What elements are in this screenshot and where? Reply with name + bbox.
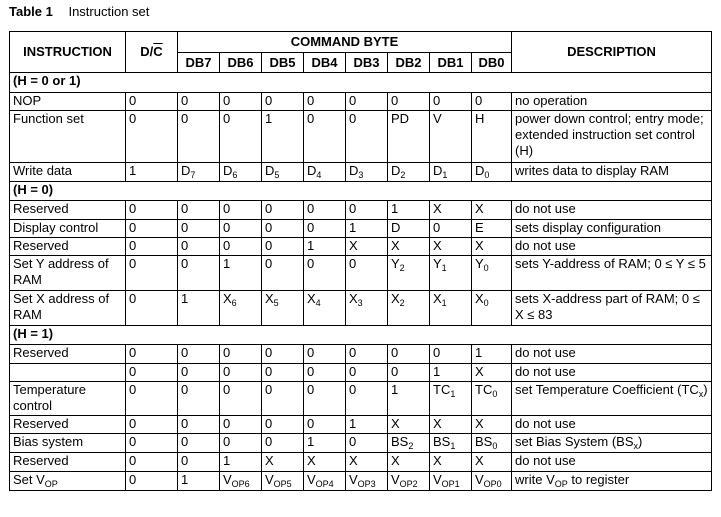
bit-value-db3: 0 bbox=[346, 201, 388, 220]
bit-value-db0: X bbox=[472, 416, 512, 434]
header-bit-db7: DB7 bbox=[178, 53, 220, 73]
bit-value-db3: 0 bbox=[346, 345, 388, 364]
bit-value-db4: 1 bbox=[304, 238, 346, 256]
bit-value-db6: 0 bbox=[220, 238, 262, 256]
bit-value-db6: 0 bbox=[220, 345, 262, 364]
description: do not use bbox=[512, 345, 712, 364]
instruction-name: Reserved bbox=[10, 201, 126, 220]
bit-value-db5: X bbox=[262, 453, 304, 472]
table-title: Instruction set bbox=[68, 4, 150, 19]
bit-value-db5: $X_5$ bbox=[262, 291, 304, 326]
dc-value: 0 bbox=[126, 93, 178, 111]
header-instruction: INSTRUCTION bbox=[10, 32, 126, 73]
bit-value-db5: 0 bbox=[262, 256, 304, 291]
bit-value-db0: 1 bbox=[472, 345, 512, 364]
table-row bbox=[10, 256, 712, 291]
bit-value-db1: X bbox=[430, 453, 472, 472]
instruction-name: Reserved bbox=[10, 345, 126, 364]
section-header bbox=[10, 73, 712, 93]
bit-value-db1: $Y_1$ bbox=[430, 256, 472, 291]
header-bit-db0: DB0 bbox=[472, 53, 512, 73]
bit-value-db5: 0 bbox=[262, 416, 304, 434]
description: write $V_{OP}$ to register bbox=[512, 472, 712, 491]
bit-value-db6: 0 bbox=[220, 220, 262, 238]
table-row bbox=[10, 93, 712, 111]
header-command-byte: COMMAND BYTE bbox=[178, 32, 512, 53]
instruction-set-table bbox=[9, 31, 712, 491]
bit-value-db3: 0 bbox=[346, 256, 388, 291]
dc-value: 0 bbox=[126, 434, 178, 453]
bit-value-db7: 0 bbox=[178, 256, 220, 291]
bit-value-db0: $BS_0$ bbox=[472, 434, 512, 453]
bit-value-db7: 0 bbox=[178, 345, 220, 364]
bit-value-db1: $X_1$ bbox=[430, 291, 472, 326]
instruction-name: Reserved bbox=[10, 416, 126, 434]
bit-value-db0: $Y_0$ bbox=[472, 256, 512, 291]
dc-value: 0 bbox=[126, 220, 178, 238]
bit-value-db4: 0 bbox=[304, 201, 346, 220]
bit-value-db6: $V_{OP6}$ bbox=[220, 472, 262, 491]
bit-value-db7: 0 bbox=[178, 434, 220, 453]
table-row bbox=[10, 238, 712, 256]
bit-value-db0: $X_0$ bbox=[472, 291, 512, 326]
bit-value-db4: 0 bbox=[304, 93, 346, 111]
description: writes data to display RAM bbox=[512, 163, 712, 182]
bit-value-db2: 0 bbox=[388, 364, 430, 382]
table-row bbox=[10, 291, 712, 326]
table-row bbox=[10, 382, 712, 416]
bit-value-db5: 0 bbox=[262, 201, 304, 220]
bit-value-db4: 1 bbox=[304, 434, 346, 453]
bit-value-db1: $TC_1$ bbox=[430, 382, 472, 416]
bit-value-db3: 0 bbox=[346, 93, 388, 111]
bit-value-db2: $D_2$ bbox=[388, 163, 430, 182]
bit-value-db3: $X_3$ bbox=[346, 291, 388, 326]
section-label: (H = 1) bbox=[10, 326, 712, 345]
header-dc bbox=[126, 32, 178, 73]
bit-value-db6: 0 bbox=[220, 93, 262, 111]
instruction-name: Function set bbox=[10, 111, 126, 163]
bit-value-db2: $X_2$ bbox=[388, 291, 430, 326]
dc-value: 0 bbox=[126, 345, 178, 364]
bit-value-db2: X bbox=[388, 416, 430, 434]
dc-value: 0 bbox=[126, 201, 178, 220]
bit-value-db0: $TC_0$ bbox=[472, 382, 512, 416]
bit-value-db1: 1 bbox=[430, 364, 472, 382]
header-bit-db1: DB1 bbox=[430, 53, 472, 73]
bit-value-db3: 0 bbox=[346, 382, 388, 416]
section-label: (H = 0 or 1) bbox=[10, 73, 712, 93]
table-row bbox=[10, 220, 712, 238]
bit-value-db1: 0 bbox=[430, 345, 472, 364]
instruction-name: Write data bbox=[10, 163, 126, 182]
bit-value-db2: D bbox=[388, 220, 430, 238]
bit-value-db4: 0 bbox=[304, 364, 346, 382]
instruction-name: Reserved bbox=[10, 453, 126, 472]
dc-value: 0 bbox=[126, 364, 178, 382]
bit-value-db6: 0 bbox=[220, 416, 262, 434]
bit-value-db5: 0 bbox=[262, 382, 304, 416]
section-header bbox=[10, 326, 712, 345]
bit-value-db5: $V_{OP5}$ bbox=[262, 472, 304, 491]
header-bit-db3: DB3 bbox=[346, 53, 388, 73]
bit-value-db1: $BS_1$ bbox=[430, 434, 472, 453]
bit-value-db4: 0 bbox=[304, 256, 346, 291]
bit-value-db7: $D_7$ bbox=[178, 163, 220, 182]
bit-value-db5: 0 bbox=[262, 434, 304, 453]
table-caption bbox=[9, 4, 149, 19]
bit-value-db0: X bbox=[472, 238, 512, 256]
bit-value-db7: 1 bbox=[178, 472, 220, 491]
bit-value-db6: 0 bbox=[220, 382, 262, 416]
section-header bbox=[10, 182, 712, 201]
bit-value-db6: 0 bbox=[220, 434, 262, 453]
bit-value-db2: 0 bbox=[388, 345, 430, 364]
description: power down control; entry mode; extended instruction set control (H) bbox=[512, 111, 712, 163]
table-row bbox=[10, 111, 712, 163]
bit-value-db4: $V_{OP4}$ bbox=[304, 472, 346, 491]
bit-value-db2: 1 bbox=[388, 201, 430, 220]
table-row bbox=[10, 345, 712, 364]
dc-value: 0 bbox=[126, 472, 178, 491]
bit-value-db6: 0 bbox=[220, 111, 262, 163]
bit-value-db3: 0 bbox=[346, 111, 388, 163]
table-row bbox=[10, 416, 712, 434]
table-label: Table 1 bbox=[9, 4, 53, 19]
bit-value-db5: 0 bbox=[262, 220, 304, 238]
bit-value-db7: 0 bbox=[178, 382, 220, 416]
bit-value-db7: 0 bbox=[178, 220, 220, 238]
bit-value-db1: V bbox=[430, 111, 472, 163]
bit-value-db2: $BS_2$ bbox=[388, 434, 430, 453]
bit-value-db0: $V_{OP0}$ bbox=[472, 472, 512, 491]
bit-value-db2: X bbox=[388, 238, 430, 256]
bit-value-db6: 1 bbox=[220, 453, 262, 472]
bit-value-db4: $X_4$ bbox=[304, 291, 346, 326]
bit-value-db4: 0 bbox=[304, 111, 346, 163]
dc-value: 0 bbox=[126, 256, 178, 291]
bit-value-db0: X bbox=[472, 453, 512, 472]
bit-value-db2: $V_{OP2}$ bbox=[388, 472, 430, 491]
description: no operation bbox=[512, 93, 712, 111]
dc-value: 0 bbox=[126, 416, 178, 434]
dc-value: 0 bbox=[126, 453, 178, 472]
bit-value-db1: X bbox=[430, 416, 472, 434]
bit-value-db1: 0 bbox=[430, 220, 472, 238]
bit-value-db3: 1 bbox=[346, 220, 388, 238]
header-dc-d: D/ bbox=[140, 44, 154, 59]
bit-value-db2: X bbox=[388, 453, 430, 472]
instruction-name: Reserved bbox=[10, 238, 126, 256]
bit-value-db4: 0 bbox=[304, 345, 346, 364]
table-row bbox=[10, 163, 712, 182]
table-row bbox=[10, 364, 712, 382]
bit-value-db0: H bbox=[472, 111, 512, 163]
description: sets X-address part of RAM; 0 ≤ X ≤ 83 bbox=[512, 291, 712, 326]
bit-value-db6: $X_6$ bbox=[220, 291, 262, 326]
bit-value-db4: 0 bbox=[304, 220, 346, 238]
instruction-name: Bias system bbox=[10, 434, 126, 453]
instruction-name: Set X address of RAM bbox=[10, 291, 126, 326]
bit-value-db2: $Y_2$ bbox=[388, 256, 430, 291]
bit-value-db6: $D_6$ bbox=[220, 163, 262, 182]
bit-value-db1: $D_1$ bbox=[430, 163, 472, 182]
bit-value-db1: X bbox=[430, 238, 472, 256]
bit-value-db1: $V_{OP1}$ bbox=[430, 472, 472, 491]
bit-value-db7: 0 bbox=[178, 111, 220, 163]
bit-value-db0: 0 bbox=[472, 93, 512, 111]
header-bit-db6: DB6 bbox=[220, 53, 262, 73]
section-label: (H = 0) bbox=[10, 182, 712, 201]
instruction-name bbox=[10, 364, 126, 382]
bit-value-db7: 0 bbox=[178, 416, 220, 434]
bit-value-db3: 1 bbox=[346, 416, 388, 434]
description: sets display configuration bbox=[512, 220, 712, 238]
bit-value-db7: 0 bbox=[178, 364, 220, 382]
bit-value-db7: 0 bbox=[178, 93, 220, 111]
bit-value-db3: X bbox=[346, 453, 388, 472]
bit-value-db2: 1 bbox=[388, 382, 430, 416]
instruction-name: Temperature control bbox=[10, 382, 126, 416]
bit-value-db0: X bbox=[472, 201, 512, 220]
description: do not use bbox=[512, 416, 712, 434]
dc-value: 0 bbox=[126, 382, 178, 416]
description: do not use bbox=[512, 201, 712, 220]
bit-value-db2: PD bbox=[388, 111, 430, 163]
header-bit-db2: DB2 bbox=[388, 53, 430, 73]
bit-value-db1: 0 bbox=[430, 93, 472, 111]
bit-value-db6: 1 bbox=[220, 256, 262, 291]
table-row bbox=[10, 434, 712, 453]
dc-value: 0 bbox=[126, 111, 178, 163]
description: do not use bbox=[512, 238, 712, 256]
bit-value-db3: $V_{OP3}$ bbox=[346, 472, 388, 491]
bit-value-db5: 1 bbox=[262, 111, 304, 163]
instruction-name: Set $V_{OP}$ bbox=[10, 472, 126, 491]
bit-value-db7: 0 bbox=[178, 201, 220, 220]
header-bit-db5: DB5 bbox=[262, 53, 304, 73]
description: set Bias System $(BS_x)$ bbox=[512, 434, 712, 453]
bit-value-db7: 0 bbox=[178, 453, 220, 472]
bit-value-db4: $D_4$ bbox=[304, 163, 346, 182]
instruction-name: NOP bbox=[10, 93, 126, 111]
bit-value-db0: $D_0$ bbox=[472, 163, 512, 182]
bit-value-db6: 0 bbox=[220, 201, 262, 220]
bit-value-db5: 0 bbox=[262, 93, 304, 111]
description: sets Y-address of RAM; 0 ≤ Y ≤ 5 bbox=[512, 256, 712, 291]
bit-value-db5: $D_5$ bbox=[262, 163, 304, 182]
description: do not use bbox=[512, 453, 712, 472]
header-dc-c: $\overline{C}$ bbox=[153, 44, 163, 59]
description: do not use bbox=[512, 364, 712, 382]
bit-value-db3: 0 bbox=[346, 364, 388, 382]
bit-value-db7: 1 bbox=[178, 291, 220, 326]
bit-value-db1: X bbox=[430, 201, 472, 220]
bit-value-db3: X bbox=[346, 238, 388, 256]
bit-value-db7: 0 bbox=[178, 238, 220, 256]
bit-value-db6: 0 bbox=[220, 364, 262, 382]
description: set Temperature Coefficient $(TC_x)$ bbox=[512, 382, 712, 416]
table-row bbox=[10, 472, 712, 491]
header-bit-db4: DB4 bbox=[304, 53, 346, 73]
bit-value-db2: 0 bbox=[388, 93, 430, 111]
instruction-name: Display control bbox=[10, 220, 126, 238]
bit-value-db4: 0 bbox=[304, 416, 346, 434]
bit-value-db0: E bbox=[472, 220, 512, 238]
bit-value-db0: X bbox=[472, 364, 512, 382]
header-description: DESCRIPTION bbox=[512, 32, 712, 73]
bit-value-db4: 0 bbox=[304, 382, 346, 416]
dc-value: 0 bbox=[126, 238, 178, 256]
bit-value-db5: 0 bbox=[262, 238, 304, 256]
table-row bbox=[10, 453, 712, 472]
bit-value-db5: 0 bbox=[262, 364, 304, 382]
dc-value: 1 bbox=[126, 163, 178, 182]
instruction-name: Set Y address of RAM bbox=[10, 256, 126, 291]
bit-value-db3: $D_3$ bbox=[346, 163, 388, 182]
dc-value: 0 bbox=[126, 291, 178, 326]
bit-value-db3: 0 bbox=[346, 434, 388, 453]
bit-value-db4: X bbox=[304, 453, 346, 472]
bit-value-db5: 0 bbox=[262, 345, 304, 364]
table-row bbox=[10, 201, 712, 220]
